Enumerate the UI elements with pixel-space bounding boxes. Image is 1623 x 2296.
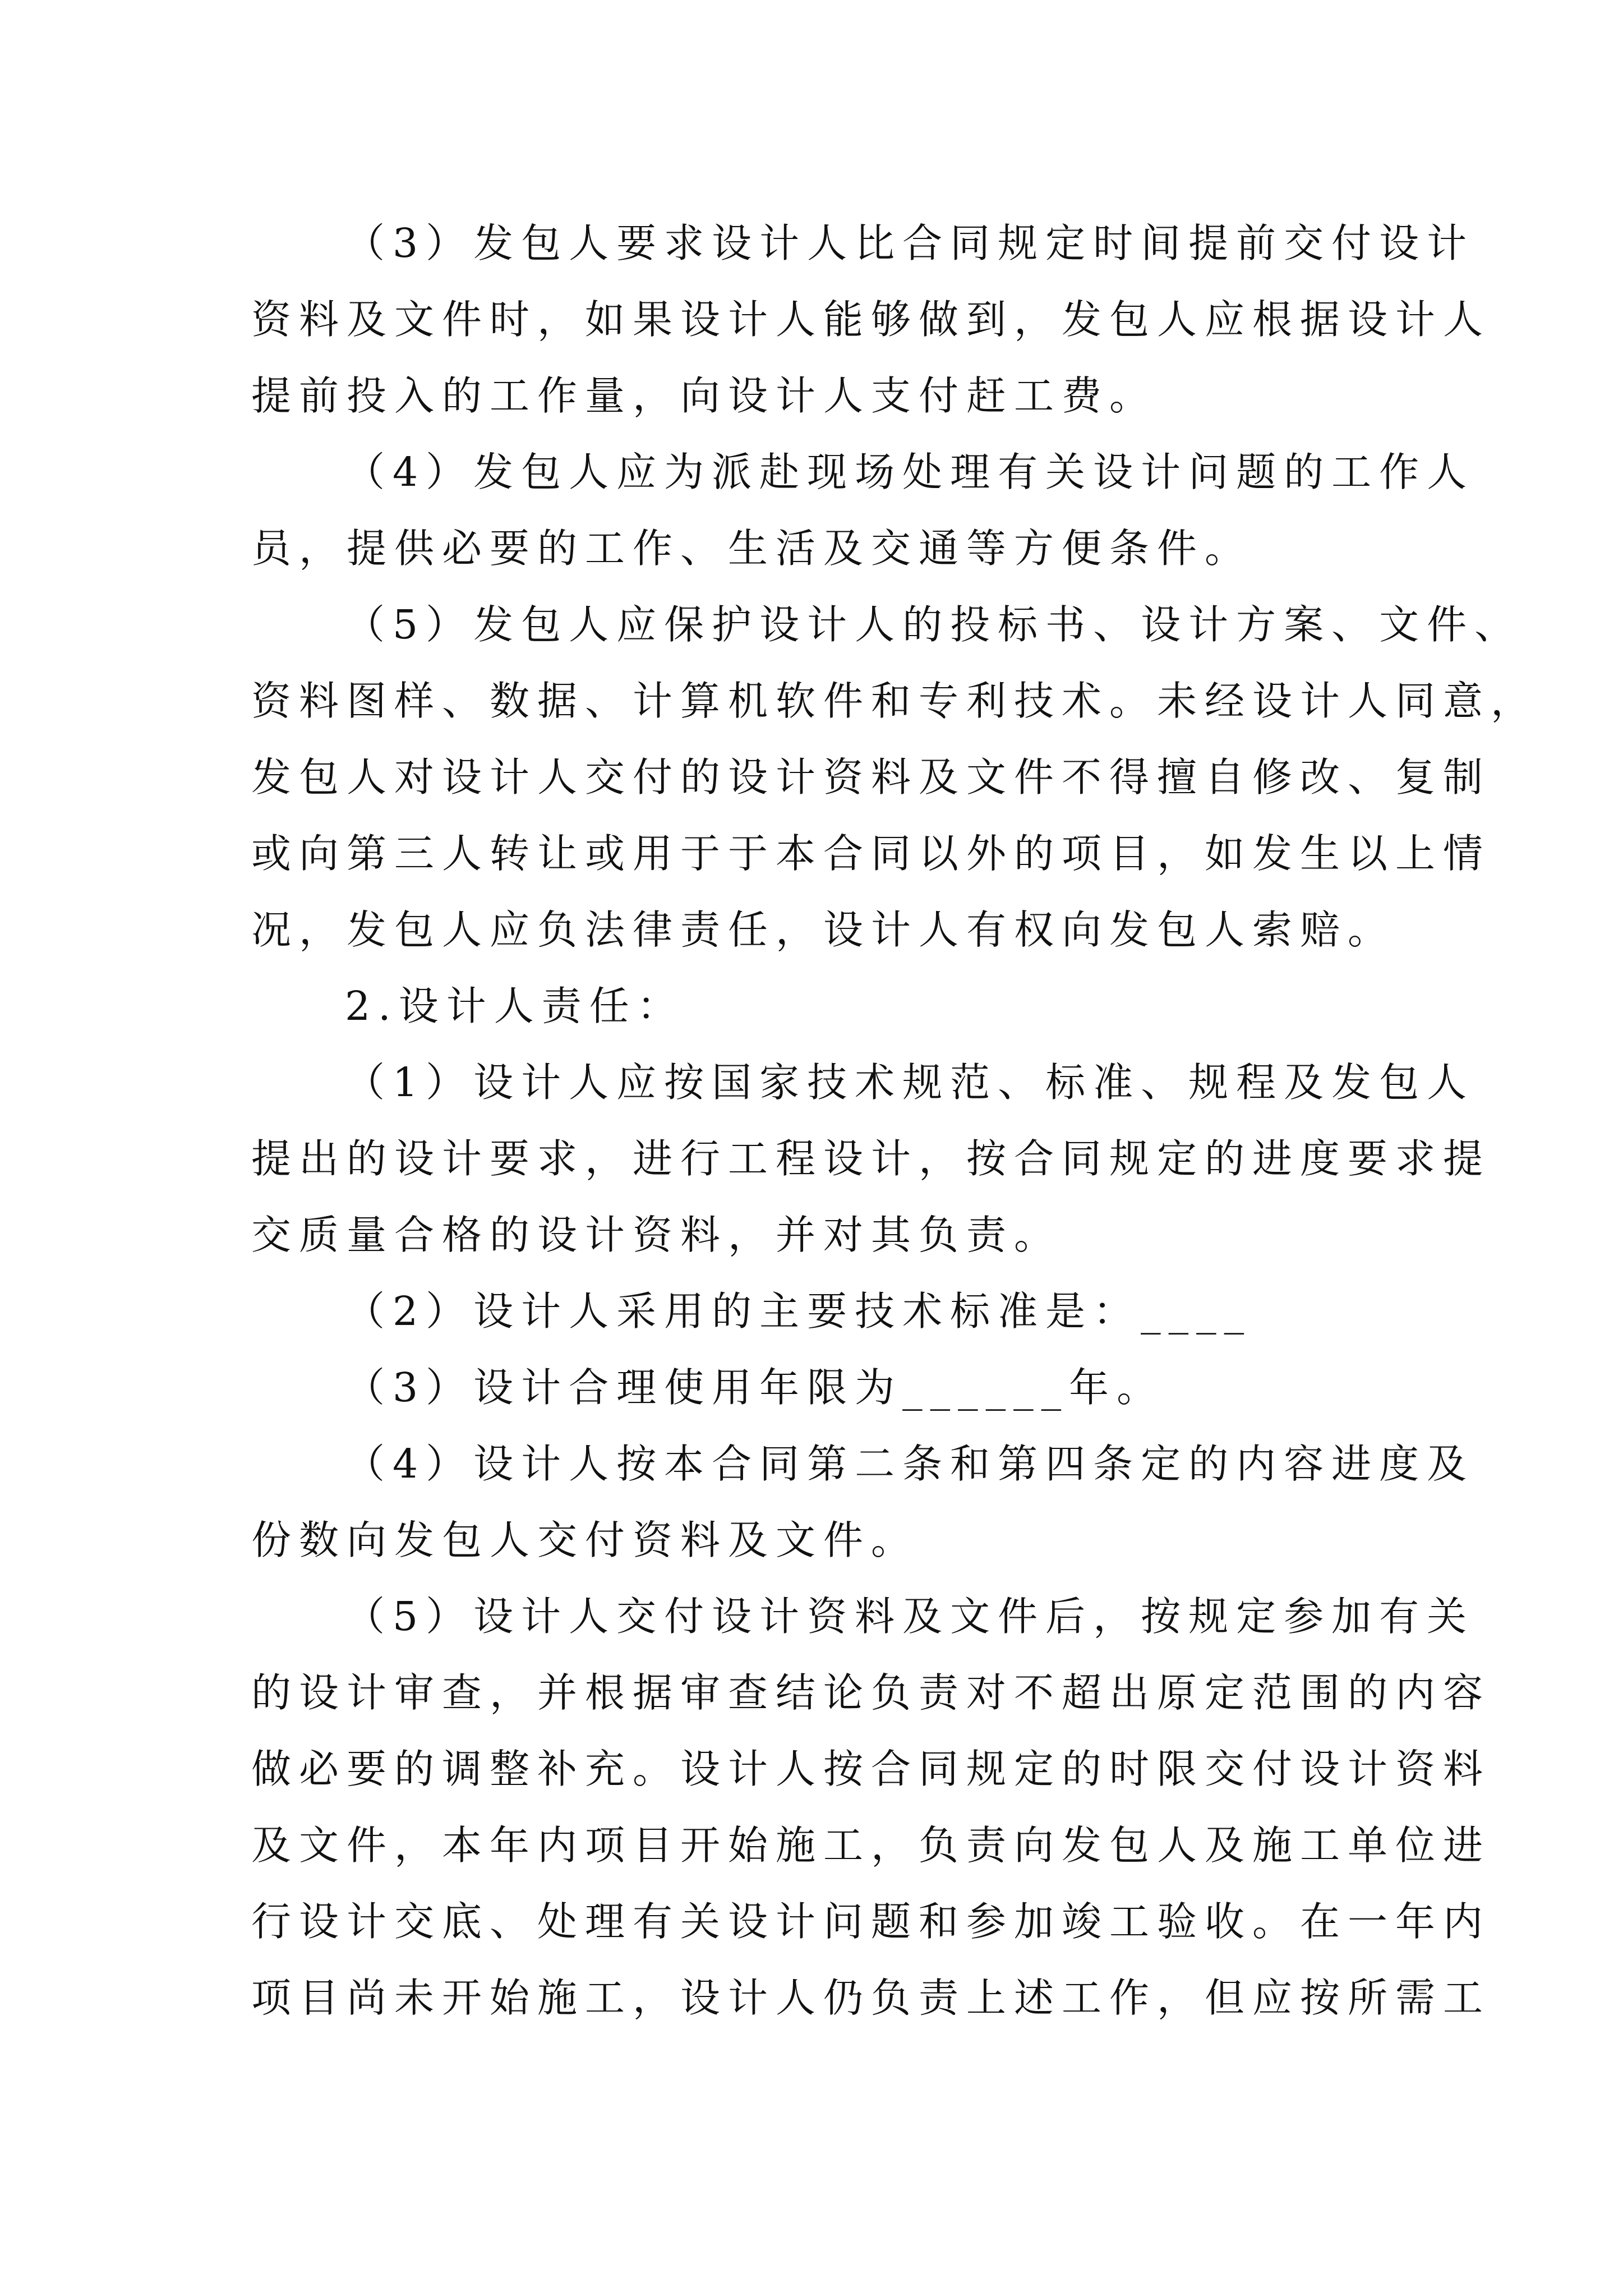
text-line-14: 交质量合格的设计资料，并对其负责。 <box>251 1212 1062 1258</box>
text-line-2: 资料及文件时，如果设计人能够做到，发包人应根据设计人 <box>251 296 1491 343</box>
text-line-4: （4）发包人应为派赴现场处理有关设计问题的工作人 <box>345 449 1475 495</box>
text-line-12: （1）设计人应按国家技术规范、标准、规程及发包人 <box>345 1059 1475 1106</box>
text-line-20: 的设计审查，并根据审查结论负责对不超出原定范围的内容 <box>251 1669 1491 1716</box>
text-line-19: （5）设计人交付设计资料及文件后，按规定参加有关 <box>345 1593 1475 1640</box>
text-line-24: 项目尚未开始施工，设计人仍负责上述工作，但应按所需工 <box>251 1975 1491 2021</box>
text-line-15: （2）设计人采用的主要技术标准是：____ <box>345 1288 1252 1335</box>
text-line-16: （3）设计合理使用年限为______年。 <box>345 1364 1165 1411</box>
text-line-7: 资料图样、数据、计算机软件和专利技术。未经设计人同意， <box>251 678 1539 724</box>
text-line-23: 行设计交底、处理有关设计问题和参加竣工验收。在一年内 <box>251 1898 1491 1945</box>
text-line-1: （3）发包人要求设计人比合同规定时间提前交付设计 <box>345 220 1475 266</box>
text-line-8: 发包人对设计人交付的设计资料及文件不得擅自修改、复制 <box>251 754 1491 800</box>
text-line-21: 做必要的调整补充。设计人按合同规定的时限交付设计资料 <box>251 1746 1491 1792</box>
text-line-3: 提前投入的工作量，向设计人支付赶工费。 <box>251 372 1158 419</box>
text-line-10: 况，发包人应负法律责任，设计人有权向发包人索赔。 <box>251 907 1396 953</box>
section-heading-designer-responsibility: 2.设计人责任： <box>345 983 685 1029</box>
text-line-6: （5）发包人应保护设计人的投标书、设计方案、文件、 <box>345 601 1523 648</box>
text-line-13: 提出的设计要求，进行工程设计，按合同规定的进度要求提 <box>251 1135 1491 1182</box>
text-line-18: 份数向发包人交付资料及文件。 <box>251 1517 919 1563</box>
text-line-22: 及文件，本年内项目开始施工，负责向发包人及施工单位进 <box>251 1822 1491 1869</box>
text-line-17: （4）设计人按本合同第二条和第四条定的内容进度及 <box>345 1441 1475 1487</box>
text-line-9: 或向第三人转让或用于于本合同以外的项目，如发生以上情 <box>251 830 1491 877</box>
text-line-5: 员，提供必要的工作、生活及交通等方便条件。 <box>251 525 1253 572</box>
